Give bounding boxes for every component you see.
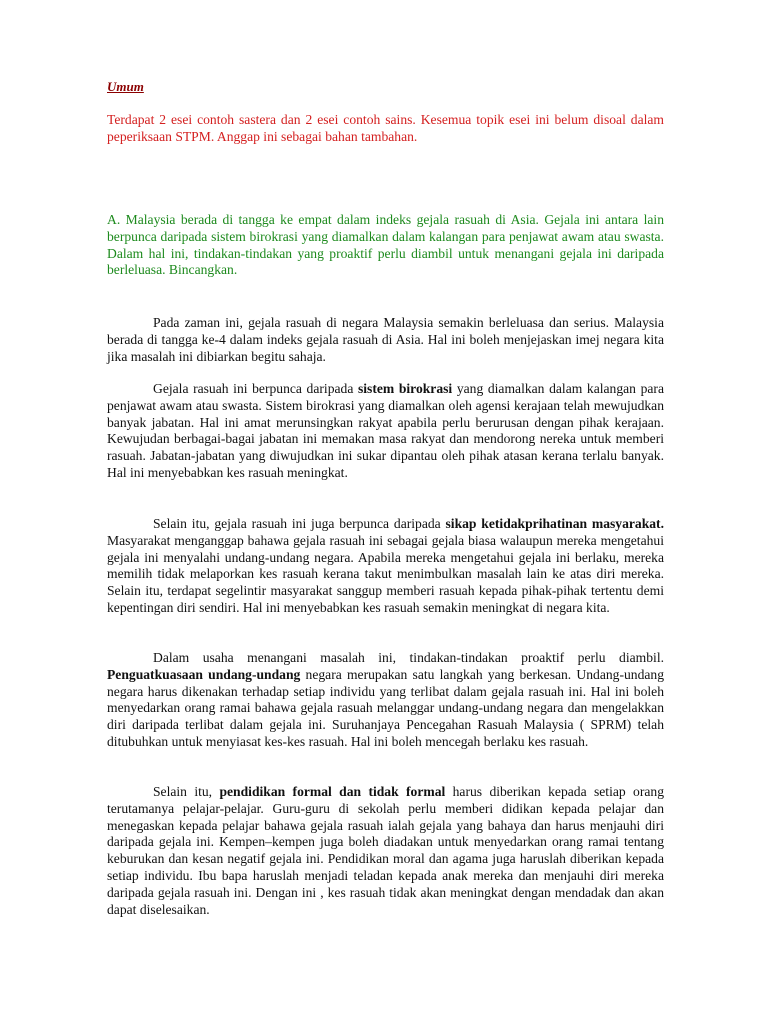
paragraph-1	[107, 315, 664, 365]
paragraph-3-keyword: sikap ketidakprihatinan masyarakat.	[445, 516, 664, 531]
paragraph-2-keyword: sistem birokrasi	[357, 381, 453, 396]
paragraph-3-body: Masyarakat menganggap bahawa gejala rasuah ini sebagai gejala biasa walaupun mereka mengetahui gejala ini menyalahi undang-undang negara. Apabila mereka mengetahui gejala ini berlaku, mereka memilih tidak melaporkan kes rasuah kerana takut menimbulkan masalah lain ke atas diri mereka. Selain itu, terdapat segelintir masyarakat sanggup memberi rasuah kepada pihak-pihak tertentu demi kepentingan diri sendiri. Hal ini menyebabkan kes rasuah semakin meningkat di negara kita.	[107, 532, 664, 615]
paragraph-3	[107, 516, 664, 617]
paragraph-5-lead: Selain itu,	[153, 784, 220, 799]
paragraph-4-keyword: Penguatkuasaan undang-undang	[107, 666, 301, 682]
paragraph-5-body: harus diberikan kepada setiap orang terutamanya pelajar-pelajar. Guru-guru di sekolah perlu memberi didikan kepada pelajar dan menegaskan kepada pelajar bahawa gejala rasuah ialah gejala yang bahaya dan harus menjauhi diri daripada gejala ini. Kempen–kempen juga boleh diadakan untuk menyedarkan orang ramai tentang keburukan dan kesan negatif gejala ini. Pendidikan moral dan agama juga haruslah diberikan kepada setiap individu. Ibu bapa haruslah menjadi teladan kepada anak mereka dan menjauhi diri mereka daripada gejala rasuah ini. Dengan ini , kes rasuah tidak akan meningkat dengan mendadak dan akan dapat diselesaikan.	[107, 784, 664, 917]
paragraph-5	[107, 784, 664, 918]
intro-text: Terdapat 2 esei contoh sastera dan 2 esei contoh sains. Kesemua topik esei ini belum disoal dalam peperiksaan STPM. Anggap ini sebagai bahan tambahan.	[107, 112, 664, 144]
paragraph-5-keyword: pendidikan formal dan tidak formal	[219, 784, 446, 799]
paragraph-2	[107, 381, 664, 482]
paragraph-2-lead: Gejala rasuah ini berpunca daripada	[153, 381, 358, 396]
paragraph-1-text: Pada zaman ini, gejala rasuah di negara Malaysia semakin berleluasa dan serius. Malaysia berada di tangga ke-4 dalam indeks gejala rasuah di Asia. Hal ini boleh menjejaskan imej negara kita jika masalah ini dibiarkan begitu sahaja.	[107, 315, 664, 364]
paragraph-4-lead: Dalam usaha menangani masalah ini, tindakan-tindakan proaktif perlu diambil.	[153, 650, 664, 665]
essay-question	[107, 212, 664, 279]
intro-paragraph	[107, 112, 664, 146]
paragraph-2-body: yang diamalkan dalam kalangan para penjawat awam atau swasta. Sistem birokrasi yang diamalkan oleh agensi kerajaan telah mewujudkan banyak jabatan. Hal ini amat merunsingkan rakyat apabila perlu berurusan dengan pihak kerajaan. Kewujudan berbagai-bagai jabatan ini memakan masa rakyat dan mendorong nereka untuk memberi rasuah. Jabatan-jabatan yang diwujudkan ini sukar dipantau oleh pihak atasan kerana terlalu banyak. Hal ini menyebabkan kes rasuah meningkat.	[107, 381, 664, 480]
paragraph-4-body: negara merupakan satu langkah yang berkesan. Undang-undang negara harus dikenakan terhadap setiap individu yang terlibat dalam gejala rasuah ini. Hal ini boleh menyedarkan orang ramai bahawa gejala rasuah melanggar undang-undang negara dan mengelakkan diri daripada terlibat dalam gejala ini. Suruhanjaya Pencegahan Rasuah Malaysia ( SPRM) telah ditubuhkan untuk menyiasat kes-kes rasuah. Hal ini boleh mencegah berlaku kes rasuah.	[107, 666, 664, 749]
section-heading: Umum	[107, 79, 144, 94]
paragraph-3-lead: Selain itu, gejala rasuah ini juga berpunca daripada	[153, 516, 446, 531]
paragraph-4	[107, 650, 664, 751]
question-text: A. Malaysia berada di tangga ke empat dalam indeks gejala rasuah di Asia. Gejala ini antara lain berpunca daripada sistem birokrasi yang diamalkan dalam kalangan para penjawat awam atau swasta. Dalam hal ini, tindakan-tindakan yang proaktif perlu diambil untuk menangani gejala ini daripada berleluasa. Bincangkan.	[107, 212, 664, 278]
